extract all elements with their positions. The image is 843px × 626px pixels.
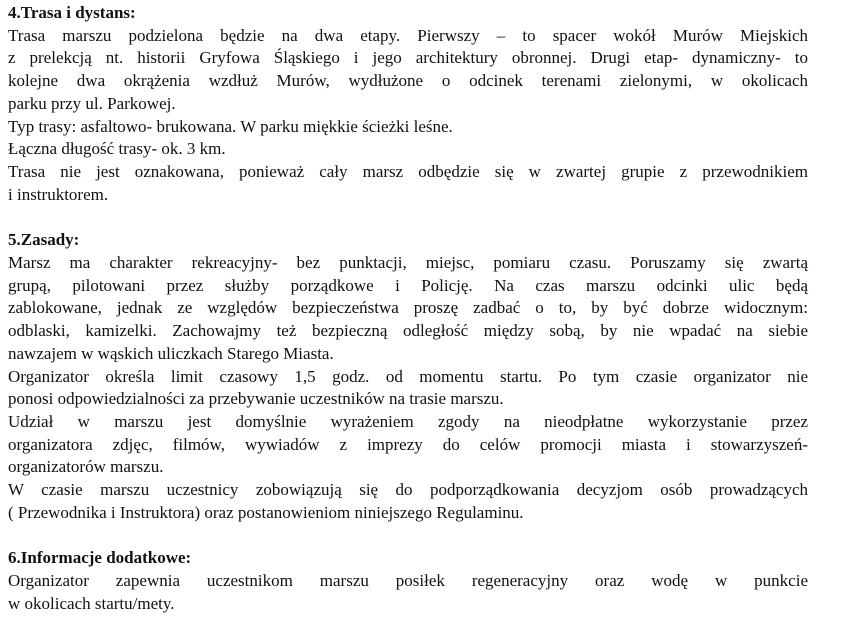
paragraph <box>8 479 808 524</box>
text-line: organizatorów marszu. <box>8 457 164 477</box>
text-line: z prelekcją nt. historii Gryfowa Śląskiego i jego architektury obronnej. Drugi etap- dynamiczny- to <box>8 48 808 68</box>
text-line: zablokowane, jednak ze względów bezpieczeństwa proszę zadbać o to, by być dobrze widocznym: <box>8 298 808 318</box>
section-informacje-dodatkowe <box>8 547 808 615</box>
document-body <box>8 2 808 616</box>
paragraph <box>8 161 808 206</box>
text-line: Organizator zapewnia uczestnikom marszu posiłek regeneracyjny oraz wodę w punkcie <box>8 571 808 591</box>
paragraph <box>8 25 808 116</box>
text-line: ( Przewodnika i Instruktora) oraz postanowieniom niniejszego Regulaminu. <box>8 502 524 522</box>
text-line: organizatora zdjęc, filmów, wywiadów z imprezy do celów promocji miasta i stowarzyszeń- <box>8 434 808 454</box>
text-line: i instruktorem. <box>8 184 109 204</box>
section-heading: 5.Zasady: <box>8 230 80 250</box>
text-line: w okolicach startu/mety. <box>8 593 175 613</box>
paragraph <box>8 570 808 615</box>
paragraph <box>8 366 808 411</box>
text-line: Trasa marszu podzielona będzie na dwa etapy. Pierwszy – to spacer wokół Murów Miejskich <box>8 25 808 45</box>
text-line: W czasie marszu uczestnicy zobowiązują się do podporządkowania decyzjom osób prowadzących <box>8 480 808 500</box>
text-line: Typ trasy: asfaltowo- brukowana. W parku miękkie ścieżki leśne. <box>8 116 453 136</box>
text-line: Marsz ma charakter rekreacyjny- bez punktacji, miejsc, pomiaru czasu. Poruszamy się zwartą <box>8 253 808 273</box>
text-line: Łączna długość trasy- ok. 3 km. <box>8 139 226 159</box>
paragraph <box>8 411 808 479</box>
text-line: nawzajem w wąskich uliczkach Starego Miasta. <box>8 343 334 363</box>
section-zasady <box>8 229 808 524</box>
section-heading: 6.Informacje dodatkowe: <box>8 548 192 568</box>
text-line: parku przy ul. Parkowej. <box>8 93 176 113</box>
text-line: ponosi odpowiedzialności za przebywanie uczestników na trasie marszu. <box>8 389 504 409</box>
text-line: Trasa nie jest oznakowana, ponieważ cały marsz odbędzie się w zwartej grupie z przewodnikiem <box>8 161 808 181</box>
text-line: Organizator określa limit czasowy 1,5 godz. od momentu startu. Po tym czasie organizator nie <box>8 366 808 386</box>
text-line: grupą, pilotowani przez służby porządkowe i Policję. Na czas marszu odcinki ulic będą <box>8 275 808 295</box>
section-heading: 4.Trasa i dystans: <box>8 3 136 22</box>
text-line: kolejne dwa okrążenia wzdłuż Murów, wydłużone o odcinek terenami zielonymi, w okolicach <box>8 71 808 91</box>
paragraph <box>8 252 808 366</box>
paragraph <box>8 138 808 161</box>
text-line: Udział w marszu jest domyślnie wyrażeniem zgody na nieodpłatne wykorzystanie przez <box>8 411 808 431</box>
paragraph <box>8 116 808 139</box>
section-trasa-i-dystans <box>8 2 808 206</box>
text-line: odblaski, kamizelki. Zachowajmy też bezpieczną odległość między sobą, by nie wpadać na siebie <box>8 321 808 341</box>
